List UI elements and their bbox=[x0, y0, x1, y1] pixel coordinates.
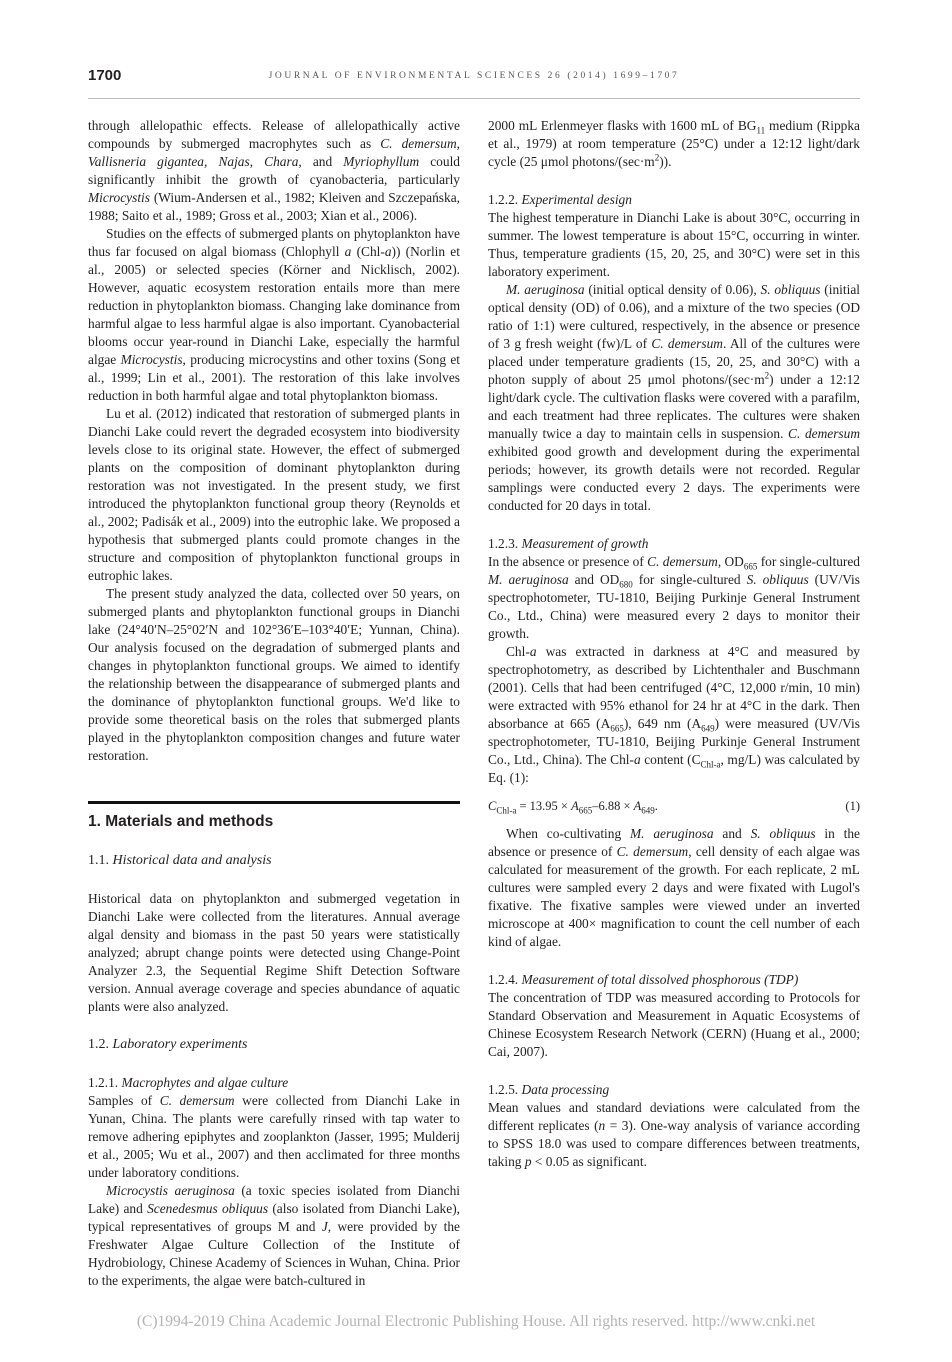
text-run: , and bbox=[298, 154, 344, 169]
text-run: p bbox=[524, 1154, 532, 1169]
text-run: = 3). One-way analysis of variance according to SPSS 18.0 was used to compare differences between treatments, taking bbox=[488, 1118, 860, 1169]
section-heading: 1. Materials and methods bbox=[88, 813, 274, 830]
paragraph bbox=[88, 1092, 460, 1182]
text-run: J bbox=[321, 1219, 328, 1234]
text-run: Chara bbox=[264, 154, 299, 169]
text-run: In the absence or presence of bbox=[488, 554, 648, 569]
heading-title: Experimental design bbox=[521, 192, 632, 207]
text-run: )) (Norlin et al., 2005) or selected species (Körner and Nicklisch, 2002). However, aquatic ecosystem restoration entails more than mere reduction in phytoplankton biomass. Changing lake dominance from harmful algae to less harmful algae is also important. Cyanobacterial blooms occur year-round in Dianchi Lake, especially the harmful algae bbox=[88, 244, 460, 367]
paragraph bbox=[88, 890, 460, 1016]
text-run: Microcystis bbox=[88, 190, 150, 205]
paragraph bbox=[88, 117, 460, 225]
text-run: Chl-a bbox=[700, 759, 721, 770]
subsubsection-heading-1-2-1 bbox=[88, 1074, 460, 1092]
text-run: < 0.05 as significant. bbox=[531, 1154, 647, 1169]
copyright-footer: (C)1994-2019 China Academic Journal Electronic Publishing House. All rights reserved. http://www.cnki.net bbox=[136, 1313, 816, 1330]
text-run: C bbox=[488, 799, 497, 813]
heading-title: Historical data and analysis bbox=[112, 853, 272, 868]
text-run: a bbox=[529, 644, 537, 659]
text-run: Chl-a bbox=[496, 805, 517, 816]
section-rule bbox=[88, 801, 460, 804]
text-run: 649 bbox=[641, 805, 655, 816]
text-run: C. demersum bbox=[788, 426, 860, 441]
heading-number: 1.2.3. bbox=[488, 536, 522, 551]
text-run: C. demersum bbox=[651, 336, 723, 351]
text-run: Historical data on phytoplankton and submerged vegetation in Dianchi Lake were collected from the literatures. Annual average algal density and biomass in the past 50 years were statistically analyzed; abrupt change points were detected using Change-Point Analyzer 2.3, the Sequential Regime Shift Detection Software version. Annual average coverage and species abundance of aquatic plants were also analyzed. bbox=[88, 891, 460, 1014]
text-run: in the absence or presence of bbox=[488, 826, 860, 859]
heading-title: Data processing bbox=[521, 1082, 610, 1097]
macrophytes-section bbox=[88, 1074, 460, 1290]
subsubsection-heading-1-2-2 bbox=[488, 191, 860, 209]
page-number: 1700 bbox=[88, 67, 122, 84]
text-run: = 13.95 × bbox=[516, 799, 572, 813]
text-run: Lu et al. (2012) indicated that restoration of submerged plants in Dianchi Lake could revert the degraded ecosystem into biodiversity levels close to its original state. However, the effect of submerged plants on the composition of dominant phytoplankton during restoration was not investigated. In the present study, we first introduced the phytoplankton functional group theory (Reynolds et al., 2002; Padisák et al., 2009) into the eutrophic lake. We proposed a hypothesis that submerged plants could promote changes in the structure and composition of phytoplankton functional groups in eutrophic lakes. bbox=[88, 406, 460, 583]
text-run: 665 bbox=[743, 561, 758, 572]
text-run: medium (Rippka et al., 1979) at room temperature (25°C) under a 12:12 light/dark cycle (25 μmol photons/(sec·m bbox=[488, 118, 860, 169]
paragraph bbox=[88, 405, 460, 585]
text-run: Samples of bbox=[88, 1093, 160, 1108]
heading-number: 1.2.1. bbox=[88, 1075, 122, 1090]
text-run: Studies on the effects of submerged plants on phytoplankton have thus far focused on algal biomass (Chlophyll bbox=[88, 226, 460, 259]
paragraph bbox=[488, 553, 860, 643]
experimental-design-section bbox=[488, 191, 860, 515]
text-run: , cell density of each algae was calculated for measurement of the growth. For each replicate, 2 mL cultures were sampled every 2 days and were fixated with Lugol's fixative. The fixative samples were viewed under an inverted microscope at 400× magnification to count the cell number of each kind of algae. bbox=[488, 844, 860, 949]
text-run: (initial optical density (OD) of 0.06), and a mixture of the two species (OD ratio of 1:1) were cultured, respectively, in the absence or presence of 3 g fresh weight (fw)/L of bbox=[488, 282, 860, 351]
text-run: Myriophyllum bbox=[343, 154, 420, 169]
right-column bbox=[488, 117, 860, 1290]
paragraph bbox=[488, 209, 860, 281]
text-run: When co-cultivating bbox=[506, 826, 630, 841]
text-run: , bbox=[456, 136, 460, 151]
text-run: 2000 mL Erlenmeyer flasks with 1600 mL of BG bbox=[488, 118, 757, 133]
text-run: M. aeruginosa bbox=[630, 826, 714, 841]
text-run: C. demersum bbox=[159, 1093, 235, 1108]
heading-title: Macrophytes and algae culture bbox=[121, 1075, 289, 1090]
text-run: 649 bbox=[701, 723, 715, 734]
subsection-heading-1-2 bbox=[88, 1036, 460, 1054]
text-run: a bbox=[344, 244, 352, 259]
left-column bbox=[88, 117, 460, 1290]
growth-measurement-section bbox=[488, 535, 860, 787]
text-run: C. demersum bbox=[647, 554, 718, 569]
historical-data-text bbox=[88, 890, 460, 1016]
text-run: , producing microcystins and other toxins (Song et al., 1999; Lin et al., 2001). The restoration of this lake involves reduction in both harmful algae and total phytoplankton biomass. bbox=[88, 352, 461, 403]
text-run: (Wium-Andersen et al., 1982; Kleiven and Szczepańska, 1988; Saito et al., 1989; Gross et al., 2003; Xian et al., 2006). bbox=[88, 190, 460, 223]
equation-body bbox=[488, 797, 658, 815]
paragraph bbox=[488, 643, 860, 787]
text-run: Vallisneria gigantea bbox=[88, 154, 204, 169]
heading-number: 1.1. bbox=[88, 853, 113, 868]
paragraph bbox=[488, 281, 860, 515]
text-run: exhibited good growth and development during the experimental periods; however, its growth details were not recorded. Regular samplings were conducted every 2 days. The experiments were conducted for 20 days in total. bbox=[488, 444, 860, 513]
data-processing-section bbox=[488, 1081, 860, 1171]
heading-number: 1.2.2. bbox=[488, 192, 522, 207]
text-run: (also isolated from Dianchi Lake), typical representatives of groups M and bbox=[88, 1201, 460, 1234]
text-run: S. obliquus bbox=[760, 282, 821, 297]
running-header bbox=[88, 66, 860, 99]
paragraph bbox=[488, 989, 860, 1061]
text-run: through allelopathic effects. Release of allelopathically active compounds by submerged macrophytes such as bbox=[88, 118, 460, 151]
subsubsection-heading-1-2-5 bbox=[488, 1081, 860, 1099]
text-run: Chl- bbox=[506, 644, 530, 659]
journal-running-header: JOURNAL OF ENVIRONMENTAL SCIENCES 26 (2014) 1699–1707 bbox=[268, 71, 680, 81]
text-run: n bbox=[598, 1118, 606, 1133]
paragraph bbox=[488, 117, 860, 171]
text-run: The highest temperature in Dianchi Lake is about 30°C, occurring in summer. The lowest temperature is about 15°C, occurring in winter. Thus, temperature gradients (15, 20, 25, and 30°C) were set in this laboratory experiment. bbox=[488, 210, 860, 279]
text-run: could significantly inhibit the growth of cyanobacteria, particularly bbox=[88, 154, 460, 187]
paragraph bbox=[488, 825, 860, 951]
text-run: , bbox=[203, 154, 219, 169]
text-run: . bbox=[654, 799, 658, 813]
text-run: M. aeruginosa bbox=[506, 282, 585, 297]
heading-title: Measurement of total dissolved phosphorous (TDP) bbox=[521, 972, 799, 987]
text-run: C. demersum bbox=[380, 136, 457, 151]
text-run: ) under a 12:12 light/dark cycle. The cultivation flasks were covered with a parafilm, and each treatment had three replicates. The cultures were shaken manually twice a day to maintain cells in suspension. bbox=[488, 372, 860, 441]
text-run: , OD bbox=[717, 554, 744, 569]
text-run: The present study analyzed the data, collected over 50 years, on submerged plants and phytoplankton functional groups in Dianchi lake (24°40′N–25°02′N and 102°36′E–103°40′E; Yunnan, China). Our analysis focused on the degradation of submerged plants and changes in phytoplankton functional groups. We aimed to identify the relationship between the disappearance of submerged plants and the dominance of phytoplankton functional groups. We'd like to provide some theoretical basis on the roles that submerged plants played in the phytoplankton composition changes and future water restoration. bbox=[88, 586, 460, 763]
text-run: , bbox=[249, 154, 265, 169]
text-run: 680 bbox=[619, 579, 633, 590]
intro-text bbox=[88, 117, 460, 765]
subsection-heading-1-1 bbox=[88, 852, 460, 870]
text-run: C. demersum bbox=[616, 844, 689, 859]
text-run: A bbox=[571, 799, 579, 813]
text-run: M. aeruginosa bbox=[488, 572, 569, 587]
text-run: for single-cultured bbox=[632, 572, 747, 587]
text-run: (a toxic species isolated from Dianchi Lake) and bbox=[88, 1183, 461, 1216]
equation-1 bbox=[488, 797, 860, 815]
text-run: was extracted in darkness at 4°C and measured by spectrophotometry, as described by Lichtenthaler and Buschmann (2001). Cells that had been centrifuged (4°C, 12,000 r/min, 10 min) were extracted with 95% ethanol for 24 hr at 4°C in the dark. Then absorbance at 665 (A bbox=[488, 644, 860, 731]
heading-number: 1.2.5. bbox=[488, 1082, 522, 1097]
text-run: a bbox=[384, 244, 392, 259]
text-run: content (C bbox=[640, 752, 701, 767]
paragraph bbox=[88, 1182, 460, 1290]
subsubsection-heading-1-2-4 bbox=[488, 971, 860, 989]
text-run: Najas bbox=[218, 154, 250, 169]
text-run: Scenedesmus obliquus bbox=[147, 1201, 269, 1216]
text-run: (Chl- bbox=[351, 244, 385, 259]
subsubsection-heading-1-2-3 bbox=[488, 535, 860, 553]
tdp-section bbox=[488, 971, 860, 1061]
text-run: a bbox=[633, 752, 641, 767]
text-run: ) were measured (UV/Vis spectrophotometer, TU-1810, Beijing Purkinje General Instrument Co., Ltd., China). The Chl- bbox=[488, 716, 860, 767]
text-run: 665 bbox=[578, 805, 593, 816]
cocultivation-text bbox=[488, 825, 860, 951]
text-run: A bbox=[633, 799, 642, 813]
text-run: Mean values and standard deviations were calculated from the different replicates ( bbox=[488, 1100, 860, 1133]
text-run: ), 649 nm (A bbox=[623, 716, 702, 731]
text-run: Microcystis aeruginosa bbox=[106, 1183, 235, 1198]
text-run: were collected from Dianchi Lake in Yunan, China. The plants were carefully rinsed with tap water to remove adhering epiphytes and zooplankton (Jasser, 1995; Mulderij et al., 2005; Wu et al., 2007) and then acclimated for three months under laboratory conditions. bbox=[88, 1093, 460, 1180]
text-run: )). bbox=[659, 154, 672, 169]
text-run: (initial optical density of 0.06), bbox=[584, 282, 761, 297]
text-run: . All of the cultures were placed under temperature gradients (15, 20, 25, and 30°C) with a photon supply of about 25 μmol photons/(sec·m bbox=[488, 336, 860, 387]
text-run: , mg/L) was calculated by Eq. (1): bbox=[488, 752, 861, 785]
text-run: and bbox=[713, 826, 751, 841]
text-run: 2 bbox=[654, 152, 660, 163]
paragraph bbox=[88, 585, 460, 765]
heading-number: 1.2.4. bbox=[488, 972, 522, 987]
text-run: for single-cultured bbox=[757, 554, 860, 569]
heading-title: Measurement of growth bbox=[521, 536, 649, 551]
text-run: The concentration of TDP was measured according to Protocols for Standard Observation and Measurement in Aquatic Ecosystems of Chinese Ecosystem Research Network (CERN) (Huang et al., 2000; Cai, 2007). bbox=[488, 990, 860, 1059]
text-run: and OD bbox=[568, 572, 620, 587]
text-run: , were provided by the Freshwater Algae Culture Collection of the Institute of Hydrobiology, Chinese Academy of Sciences in Wuhan, China. Prior to the experiments, the algae were batch-cultured in bbox=[88, 1219, 460, 1288]
heading-title: Laboratory experiments bbox=[112, 1037, 248, 1052]
text-run: 665 bbox=[610, 723, 624, 734]
heading-number: 1.2. bbox=[88, 1037, 113, 1052]
two-column-body bbox=[88, 117, 860, 1290]
text-run: 11 bbox=[756, 125, 766, 136]
text-run: 2 bbox=[764, 370, 770, 381]
paragraph bbox=[488, 1099, 860, 1171]
culture-continued-text bbox=[488, 117, 860, 171]
equation-number: (1) bbox=[845, 799, 860, 813]
text-run: –6.88 × bbox=[592, 799, 634, 813]
text-run: Microcystis bbox=[120, 352, 183, 367]
text-run: S. obliquus bbox=[750, 826, 816, 841]
text-run: S. obliquus bbox=[746, 572, 809, 587]
text-run: (UV/Vis spectrophotometer, TU-1810, Beijing Purkinje General Instrument Co., Ltd., China) were measured every 2 days to monitor their growth. bbox=[488, 572, 860, 641]
paragraph bbox=[88, 225, 460, 405]
